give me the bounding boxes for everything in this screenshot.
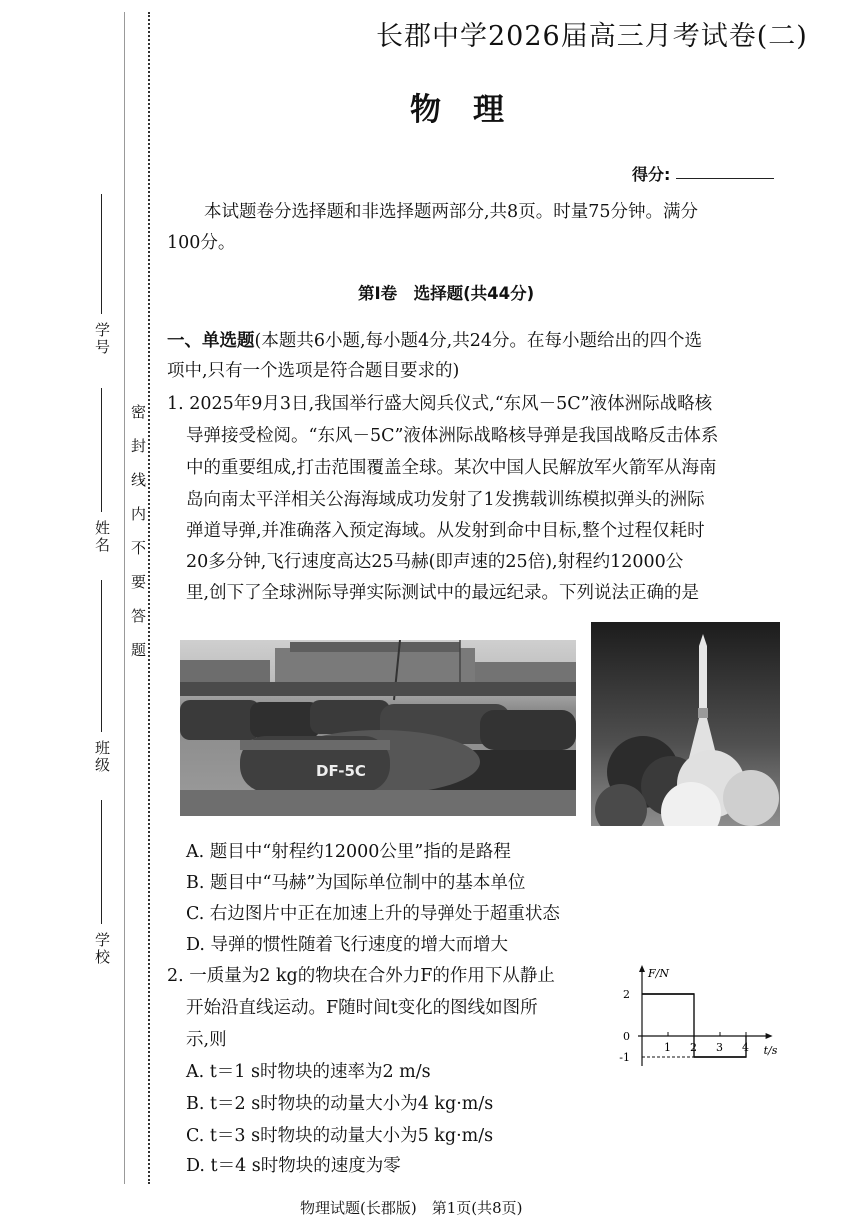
q1-option-b: B. 题目中“马赫”为国际单位制中的基本单位 — [186, 873, 526, 893]
q1-option-d: D. 导弹的惯性随着飞行速度的增大而增大 — [186, 935, 509, 955]
y-axis-arrow — [639, 965, 645, 972]
school-label: 学校 — [93, 932, 111, 966]
page-footer: 物理试题(长郡版) 第1页(共8页) — [300, 1199, 523, 1217]
part-instructions-line-1 — [167, 333, 702, 351]
x-tick-label: 3 — [716, 1041, 723, 1054]
q1-line-6: 20多分钟,飞行速度高达25马赫(即声速的25倍),射程约12000公 — [186, 552, 684, 572]
q2-option-d: D. t＝4 s时物块的速度为零 — [186, 1156, 401, 1176]
q2-option-c: C. t＝3 s时物块的动量大小为5 kg·m/s — [186, 1126, 494, 1146]
name-label: 姓名 — [93, 520, 111, 554]
q1-line-7: 里,创下了全球洲际导弹实际测试中的最远纪录。下列说法正确的是 — [186, 583, 700, 603]
name-blank[interactable] — [101, 388, 102, 512]
part-heading: 一、单选题 — [167, 331, 255, 351]
student-id-label: 学号 — [93, 322, 111, 356]
launch-photo — [591, 622, 780, 826]
launch-illustration — [591, 622, 780, 826]
x-tick-label: 2 — [690, 1041, 697, 1054]
parade-illustration — [180, 640, 576, 816]
exam-title: 长郡中学2026届高三月考试卷(二) — [376, 21, 808, 52]
q1-option-c: C. 右边图片中正在加速上升的导弹处于超重状态 — [186, 904, 560, 924]
class-blank[interactable] — [101, 580, 102, 732]
student-id-blank[interactable] — [101, 194, 102, 314]
school-blank[interactable] — [101, 800, 102, 924]
parade-photo — [180, 640, 576, 816]
q2-option-b: B. t＝2 s时物块的动量大小为4 kg·m/s — [186, 1094, 494, 1114]
x-tick-label: 4 — [742, 1041, 749, 1054]
q1-line-3: 中的重要组成,打击范围覆盖全球。某次中国人民解放军火箭军从海南 — [186, 458, 717, 478]
q2-option-a: A. t＝1 s时物块的速率为2 m/s — [186, 1062, 431, 1082]
seal-notice: 密封线内不要答题 — [129, 404, 147, 676]
q2-line-2: 开始沿直线运动。F随时间t变化的图线如图所 — [186, 998, 538, 1018]
q1-line-1: 1. 2025年9月3日,我国举行盛大阅兵仪式,“东风－5C”液体洲际战略核 — [167, 394, 713, 414]
y-tick-label: 2 — [623, 988, 630, 1001]
q2-line-3: 示,则 — [186, 1030, 227, 1050]
intro-line-1: 本试题卷分选择题和非选择题两部分,共8页。时量75分钟。满分 — [204, 202, 698, 222]
q1-line-5: 弹道导弹,并准确落入预定海域。从发射到命中目标,整个过程仅耗时 — [186, 521, 705, 541]
score-blank[interactable] — [676, 178, 774, 179]
missile-label: DF-5C — [316, 762, 366, 780]
intro-line-2: 100分。 — [167, 233, 236, 253]
subject-title: 物理 — [410, 92, 536, 128]
q1-option-a: A. 题目中“射程约12000公里”指的是路程 — [186, 842, 511, 862]
section-title: 第Ⅰ卷 选择题(共44分) — [358, 284, 535, 303]
x-axis-arrow — [766, 1033, 773, 1039]
y-axis-label: F/N — [648, 967, 669, 980]
y-tick-label: 0 — [623, 1030, 630, 1043]
y-tick-label: -1 — [619, 1051, 630, 1064]
q1-line-2: 导弹接受检阅。“东风－5C”液体洲际战略核导弹是我国战略反击体系 — [186, 426, 719, 446]
score-label: 得分: — [632, 165, 671, 184]
force-time-chart — [612, 962, 788, 1074]
class-label: 班级 — [93, 740, 111, 774]
q1-line-4: 岛向南太平洋相关公海海域成功发射了1发携载训练模拟弹头的洲际 — [186, 490, 705, 510]
force-series-line — [642, 994, 746, 1057]
part-instructions-line-2: 项中,只有一个选项是符合题目要求的) — [167, 361, 460, 381]
x-tick-label: 1 — [664, 1041, 671, 1054]
x-axis-label: t/s — [763, 1044, 778, 1057]
part-instructions-text: (本题共6小题,每小题4分,共24分。在每小题给出的四个选 — [254, 331, 702, 351]
margin-rule-line — [124, 12, 125, 1184]
q2-line-1: 2. 一质量为2 kg的物块在合外力F的作用下从静止 — [167, 966, 555, 986]
